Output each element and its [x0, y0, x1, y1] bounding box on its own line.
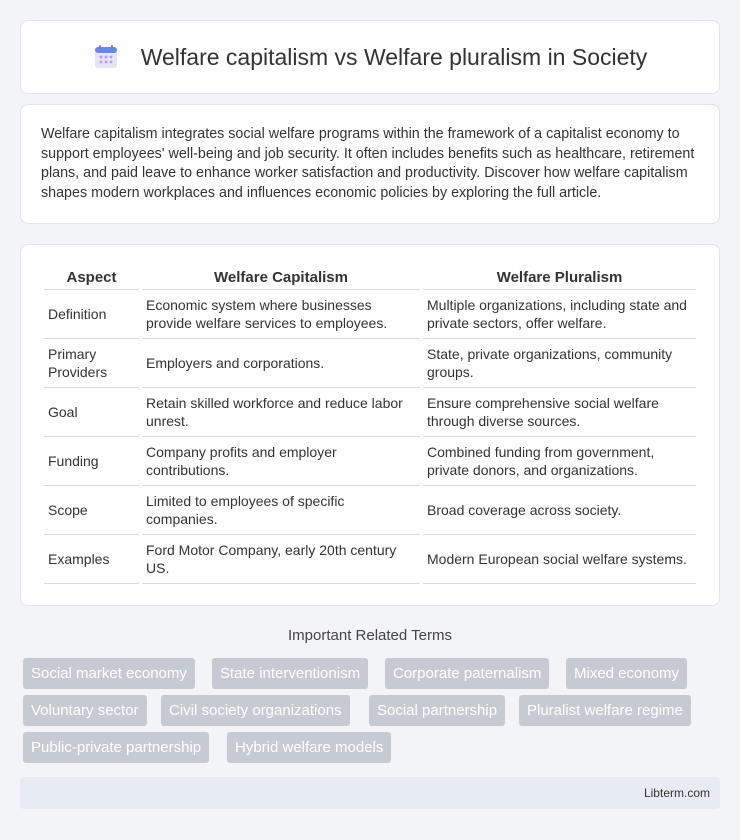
intro-card: [20, 104, 720, 224]
cell-aspect: Definition: [44, 290, 139, 339]
cell-pluralism: Broad coverage across society.: [423, 486, 696, 535]
table-row: [44, 486, 696, 535]
related-tag[interactable]: Civil society organizations: [161, 695, 350, 726]
header-aspect: Aspect: [44, 265, 139, 290]
intro-text: Welfare capitalism integrates social welfare programs within the framework of a capitalist economy to support employees' well-being and job security. It often includes benefits such as healthcare, retirement plans, and paid leave to enhance worker satisfaction and productivity. Discover how welfare capitalism shapes modern workplaces and influences economic policies by exploring the full article.: [41, 126, 695, 201]
cell-pluralism: Combined funding from government, private donors, and organizations.: [423, 437, 696, 486]
related-tag[interactable]: Social market economy: [23, 658, 195, 689]
cell-capitalism: Limited to employees of specific companies.: [142, 486, 420, 535]
table-row: [44, 437, 696, 486]
related-tag[interactable]: State interventionism: [212, 658, 368, 689]
table-row: [44, 388, 696, 437]
calendar-icon: [93, 44, 119, 70]
related-terms-title: Important Related Terms: [288, 627, 452, 644]
related-tag[interactable]: Public-private partnership: [23, 732, 209, 763]
cell-pluralism: Modern European social welfare systems.: [423, 535, 696, 584]
cell-pluralism: Multiple organizations, including state and private sectors, offer welfare.: [423, 290, 696, 339]
table-header-row: [44, 265, 696, 290]
related-tag[interactable]: Hybrid welfare models: [227, 732, 391, 763]
comparison-table: [41, 265, 699, 584]
footer-site-link[interactable]: Libterm.com: [643, 786, 710, 800]
title-card: [20, 20, 720, 94]
page-title: Welfare capitalism vs Welfare pluralism in Society: [140, 43, 648, 70]
related-tag[interactable]: Voluntary sector: [23, 695, 147, 726]
header-welfare-capitalism: Welfare Capitalism: [142, 265, 420, 290]
cell-capitalism: Employers and corporations.: [142, 339, 420, 388]
header-welfare-pluralism: Welfare Pluralism: [423, 265, 696, 290]
cell-capitalism: Ford Motor Company, early 20th century US.: [142, 535, 420, 584]
cell-capitalism: Retain skilled workforce and reduce labor unrest.: [142, 388, 420, 437]
comparison-card: [20, 244, 720, 606]
cell-pluralism: State, private organizations, community groups.: [423, 339, 696, 388]
cell-aspect: Examples: [44, 535, 139, 584]
table-row: [44, 290, 696, 339]
cell-aspect: Scope: [44, 486, 139, 535]
cell-aspect: Primary Providers: [44, 339, 139, 388]
footer: [20, 777, 720, 809]
table-row: [44, 535, 696, 584]
related-tag[interactable]: Mixed economy: [566, 658, 687, 689]
cell-capitalism: Company profits and employer contributions.: [142, 437, 420, 486]
related-tag[interactable]: Pluralist welfare regime: [519, 695, 691, 726]
related-tag[interactable]: Social partnership: [369, 695, 505, 726]
table-row: [44, 339, 696, 388]
cell-aspect: Goal: [44, 388, 139, 437]
related-tag[interactable]: Corporate paternalism: [385, 658, 549, 689]
cell-pluralism: Ensure comprehensive social welfare through diverse sources.: [423, 388, 696, 437]
cell-capitalism: Economic system where businesses provide welfare services to employees.: [142, 290, 420, 339]
cell-aspect: Funding: [44, 437, 139, 486]
